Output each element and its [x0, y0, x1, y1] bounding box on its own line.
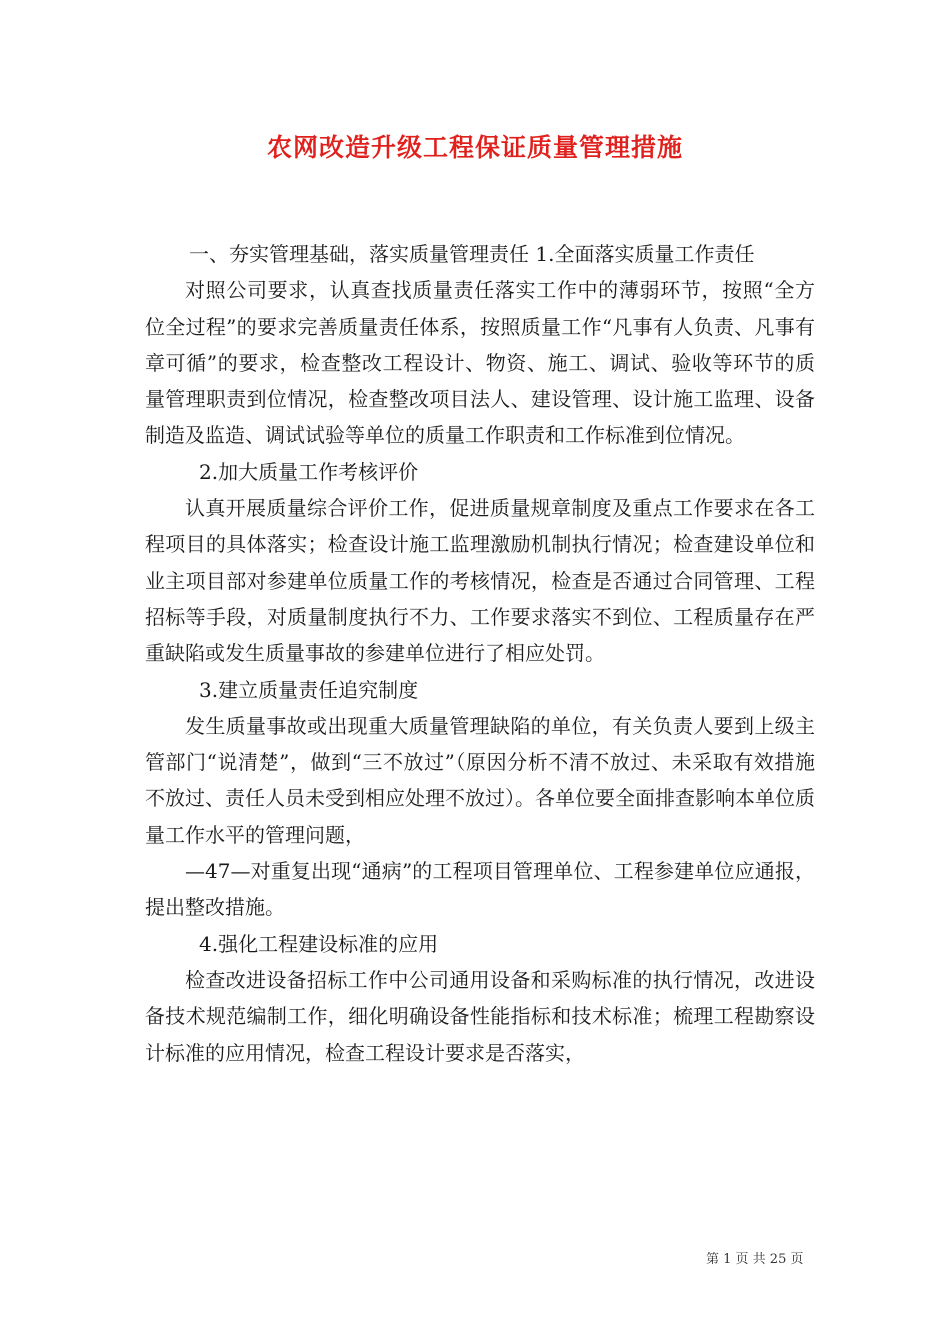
document-title: 农网改造升级工程保证质量管理措施: [266, 133, 683, 162]
paragraph-common-issues: —47—对重复出现“通病”的工程项目管理单位、工程参建单位应通报，提出整改措施。: [145, 859, 815, 920]
paragraph-accountability: 发生质量事故或出现重大质量管理缺陷的单位，有关负责人要到上级主管部门“说清楚”，做到“三不放过”（原因分析不清不放过、未采取有效措施不放过、责任人员未受到相应处理不放过）。各单位要全面排查影响本单位质量工作水平的管理问题，: [145, 713, 815, 847]
page-number: 第 1 页 共 25 页: [706, 1252, 804, 1267]
paragraph-responsibility: 对照公司要求，认真查找质量责任落实工作中的薄弱环节，按照“全方位全过程”的要求完善质量责任体系，按照质量工作“凡事有人负责、凡事有章可循”的要求，检查整改工程设计、物资、施工、调试、验收等环节的质量管理职责到位情况，检查整改项目法人、建设管理、设计施工监理、设备制造及监造、调试试验等单位的质量工作职责和工作标准到位情况。: [145, 278, 815, 448]
subheading-3: 3.建立质量责任追究制度: [199, 677, 419, 702]
paragraph-evaluation: 认真开展质量综合评价工作，促进质量规章制度及重点工作要求在各工程项目的具体落实；检查设计施工监理激励机制执行情况；检查建设单位和业主项目部对参建单位质量工作的考核情况，检查是否通过合同管理、工程招标等手段，对质量制度执行不力、工作要求落实不到位、工程质量存在严重缺陷或发生质量事故的参建单位进行了相应处罚。: [145, 496, 815, 666]
subheading-2: 2.加大质量工作考核评价: [199, 459, 419, 484]
paragraph-standards: 检查改进设备招标工作中公司通用设备和采购标准的执行情况，改进设备技术规范编制工作，细化明确设备性能指标和技术标准；梳理工程勘察设计标准的应用情况，检查工程设计要求是否落实，: [145, 967, 815, 1065]
section-heading-1: 一、夯实管理基础，落实质量管理责任 1.全面落实质量工作责任: [189, 242, 755, 266]
subheading-4: 4.强化工程建设标准的应用: [199, 931, 439, 956]
document-body: [145, 236, 815, 1071]
